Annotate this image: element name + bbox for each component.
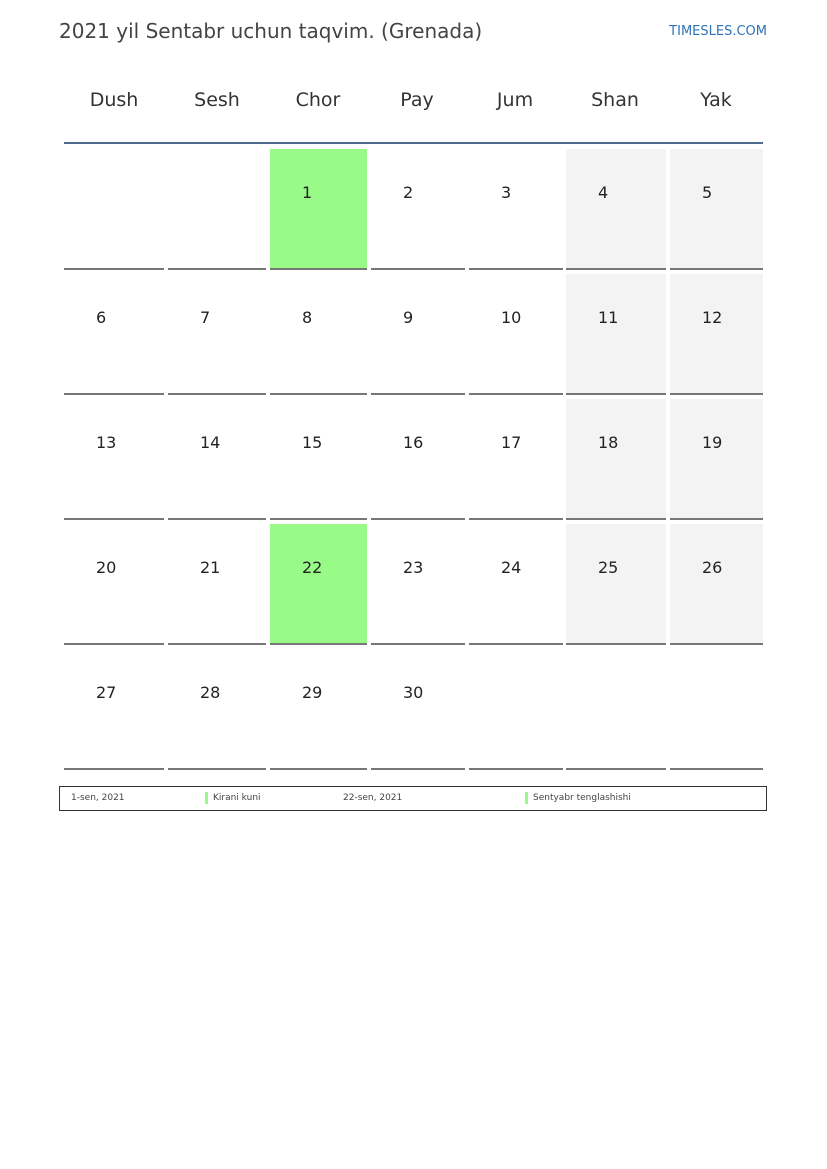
day-number: 6 — [96, 308, 107, 327]
weekday-header — [64, 89, 763, 119]
legend-holiday-name: Sentyabr tenglashishi — [533, 793, 631, 803]
day-number: 23 — [403, 558, 424, 577]
day-number: 22 — [302, 558, 323, 577]
page-title: 2021 yil Sentabr uchun taqvim. (Grenada) — [59, 19, 483, 43]
day-number: 2 — [403, 183, 414, 202]
holiday-legend — [59, 786, 767, 811]
legend-date: 1-sen, 2021 — [71, 793, 125, 803]
weekend-day-cell[interactable] — [670, 524, 763, 645]
holiday-day-cell[interactable] — [270, 524, 367, 645]
weekday-label: Yak — [700, 89, 732, 111]
legend-holiday-swatch — [205, 792, 208, 804]
day-number: 13 — [96, 433, 117, 452]
day-number: 7 — [200, 308, 211, 327]
weekday-label: Shan — [591, 89, 639, 111]
day-cell[interactable] — [64, 649, 164, 770]
day-number: 17 — [501, 433, 522, 452]
day-cell[interactable] — [371, 149, 465, 270]
day-number: 15 — [302, 433, 323, 452]
day-cell[interactable] — [469, 399, 563, 520]
empty-day-cell — [670, 649, 763, 770]
empty-day-cell — [168, 149, 266, 270]
day-cell[interactable] — [64, 274, 164, 395]
day-number: 20 — [96, 558, 117, 577]
weekday-label: Chor — [295, 89, 341, 111]
day-cell[interactable] — [168, 649, 266, 770]
empty-day-cell — [64, 149, 164, 270]
weekday-label: Dush — [89, 89, 139, 111]
legend-holiday-swatch — [525, 792, 528, 804]
day-cell[interactable] — [469, 524, 563, 645]
day-number: 16 — [403, 433, 424, 452]
weekend-day-cell[interactable] — [670, 399, 763, 520]
day-cell[interactable] — [270, 399, 367, 520]
day-number: 28 — [200, 683, 221, 702]
holiday-day-cell[interactable] — [270, 149, 367, 270]
day-number: 5 — [702, 183, 713, 202]
day-number: 29 — [302, 683, 323, 702]
day-cell[interactable] — [371, 399, 465, 520]
day-number: 10 — [501, 308, 522, 327]
empty-day-cell — [469, 649, 563, 770]
day-cell[interactable] — [168, 399, 266, 520]
legend-date: 22-sen, 2021 — [343, 793, 403, 803]
weekend-day-cell[interactable] — [566, 149, 666, 270]
day-cell[interactable] — [371, 524, 465, 645]
day-number: 11 — [598, 308, 619, 327]
day-number: 25 — [598, 558, 619, 577]
weekday-label: Jum — [496, 89, 534, 111]
day-cell[interactable] — [270, 649, 367, 770]
header-divider — [64, 142, 763, 144]
day-cell[interactable] — [64, 399, 164, 520]
day-cell[interactable] — [64, 524, 164, 645]
day-cell[interactable] — [469, 149, 563, 270]
weekend-day-cell[interactable] — [670, 274, 763, 395]
day-number: 4 — [598, 183, 609, 202]
day-cell[interactable] — [270, 274, 367, 395]
empty-day-cell — [566, 649, 666, 770]
day-number: 12 — [702, 308, 723, 327]
day-number: 30 — [403, 683, 424, 702]
brand-link[interactable]: TIMESLES.COM — [669, 24, 767, 39]
day-number: 18 — [598, 433, 619, 452]
weekday-label: Pay — [400, 89, 434, 111]
day-number: 3 — [501, 183, 512, 202]
day-number: 9 — [403, 308, 414, 327]
day-cell[interactable] — [469, 274, 563, 395]
weekend-day-cell[interactable] — [566, 399, 666, 520]
day-cell[interactable] — [168, 274, 266, 395]
day-number: 26 — [702, 558, 723, 577]
day-number: 8 — [302, 308, 313, 327]
day-number: 27 — [96, 683, 117, 702]
day-number: 19 — [702, 433, 723, 452]
day-number: 1 — [302, 183, 313, 202]
weekend-day-cell[interactable] — [566, 274, 666, 395]
weekend-day-cell[interactable] — [670, 149, 763, 270]
day-cell[interactable] — [371, 274, 465, 395]
day-cell[interactable] — [371, 649, 465, 770]
weekend-day-cell[interactable] — [566, 524, 666, 645]
day-number: 21 — [200, 558, 221, 577]
weekday-label: Sesh — [194, 89, 240, 111]
legend-holiday-name: Kirani kuni — [213, 793, 261, 803]
day-number: 24 — [501, 558, 522, 577]
day-cell[interactable] — [168, 524, 266, 645]
day-number: 14 — [200, 433, 221, 452]
